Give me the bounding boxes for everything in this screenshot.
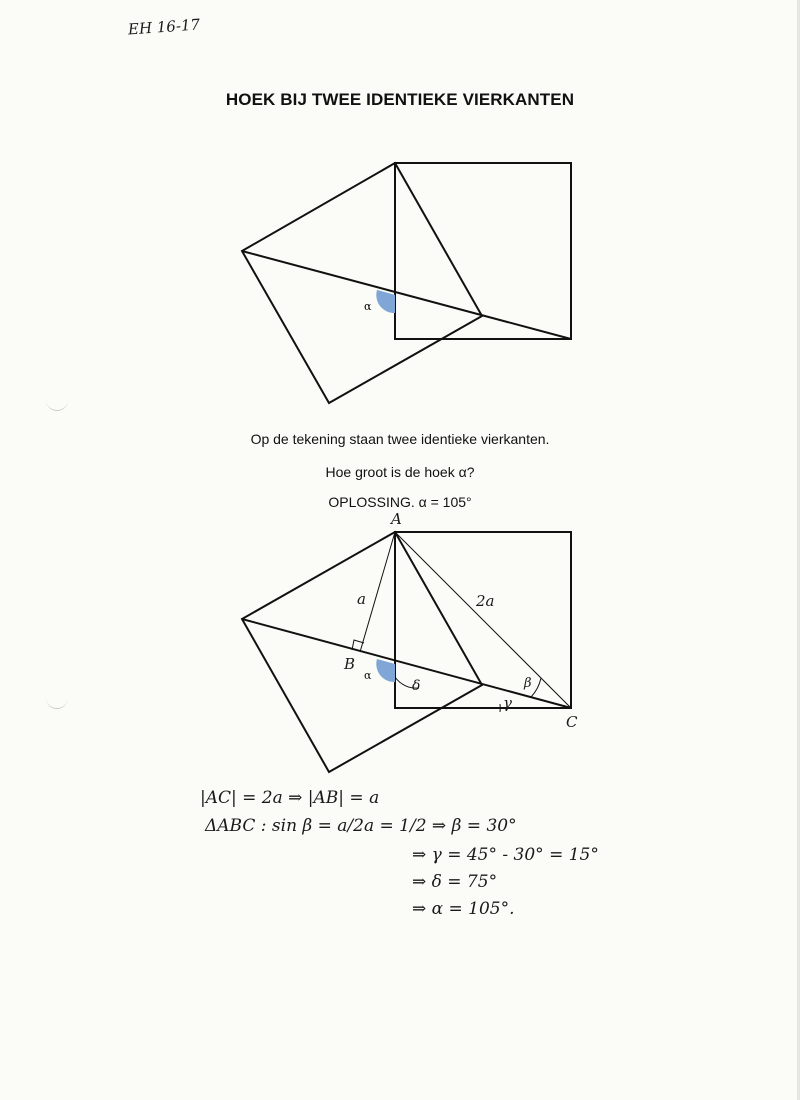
work-line-1: |AC| = 2a ⇒ |AB| = a	[200, 788, 380, 808]
alpha-label: α	[364, 669, 372, 682]
delta-label: δ	[412, 678, 421, 694]
alpha-label: α	[364, 300, 372, 313]
alpha-angle-fill	[376, 659, 395, 682]
gamma-label: γ	[503, 694, 512, 712]
vertex-c-label: C	[566, 713, 578, 731]
problem-statement: Op de tekening staan twee identieke vierkanten.	[250, 431, 550, 447]
diagonal-line	[242, 619, 571, 708]
work-line-4: ⇒ δ = 75°	[412, 872, 498, 892]
page-title: HOEK BIJ TWEE IDENTIEKE VIERKANTEN	[225, 90, 575, 109]
work-line-5: ⇒ α = 105°.	[412, 899, 515, 919]
beta-label: β	[524, 676, 532, 691]
problem-question: Hoe groot is de hoek α?	[325, 464, 475, 480]
work-line-3: ⇒ γ = 45° - 30° = 15°	[412, 845, 599, 865]
beta-arc	[531, 678, 541, 697]
work-line-2: ΔABC : sin β = a/2a = 1/2 ⇒ β = 30°	[205, 816, 517, 836]
segment-ac	[395, 532, 571, 708]
header-code: EH 16-17	[127, 15, 201, 39]
side-a-label: a	[357, 590, 366, 608]
vertex-a-label: A	[391, 510, 402, 528]
vertex-b-label: B	[344, 655, 356, 673]
side-2a-label: 2a	[476, 592, 495, 610]
solution-line: OPLOSSING. α = 105°	[328, 494, 472, 510]
